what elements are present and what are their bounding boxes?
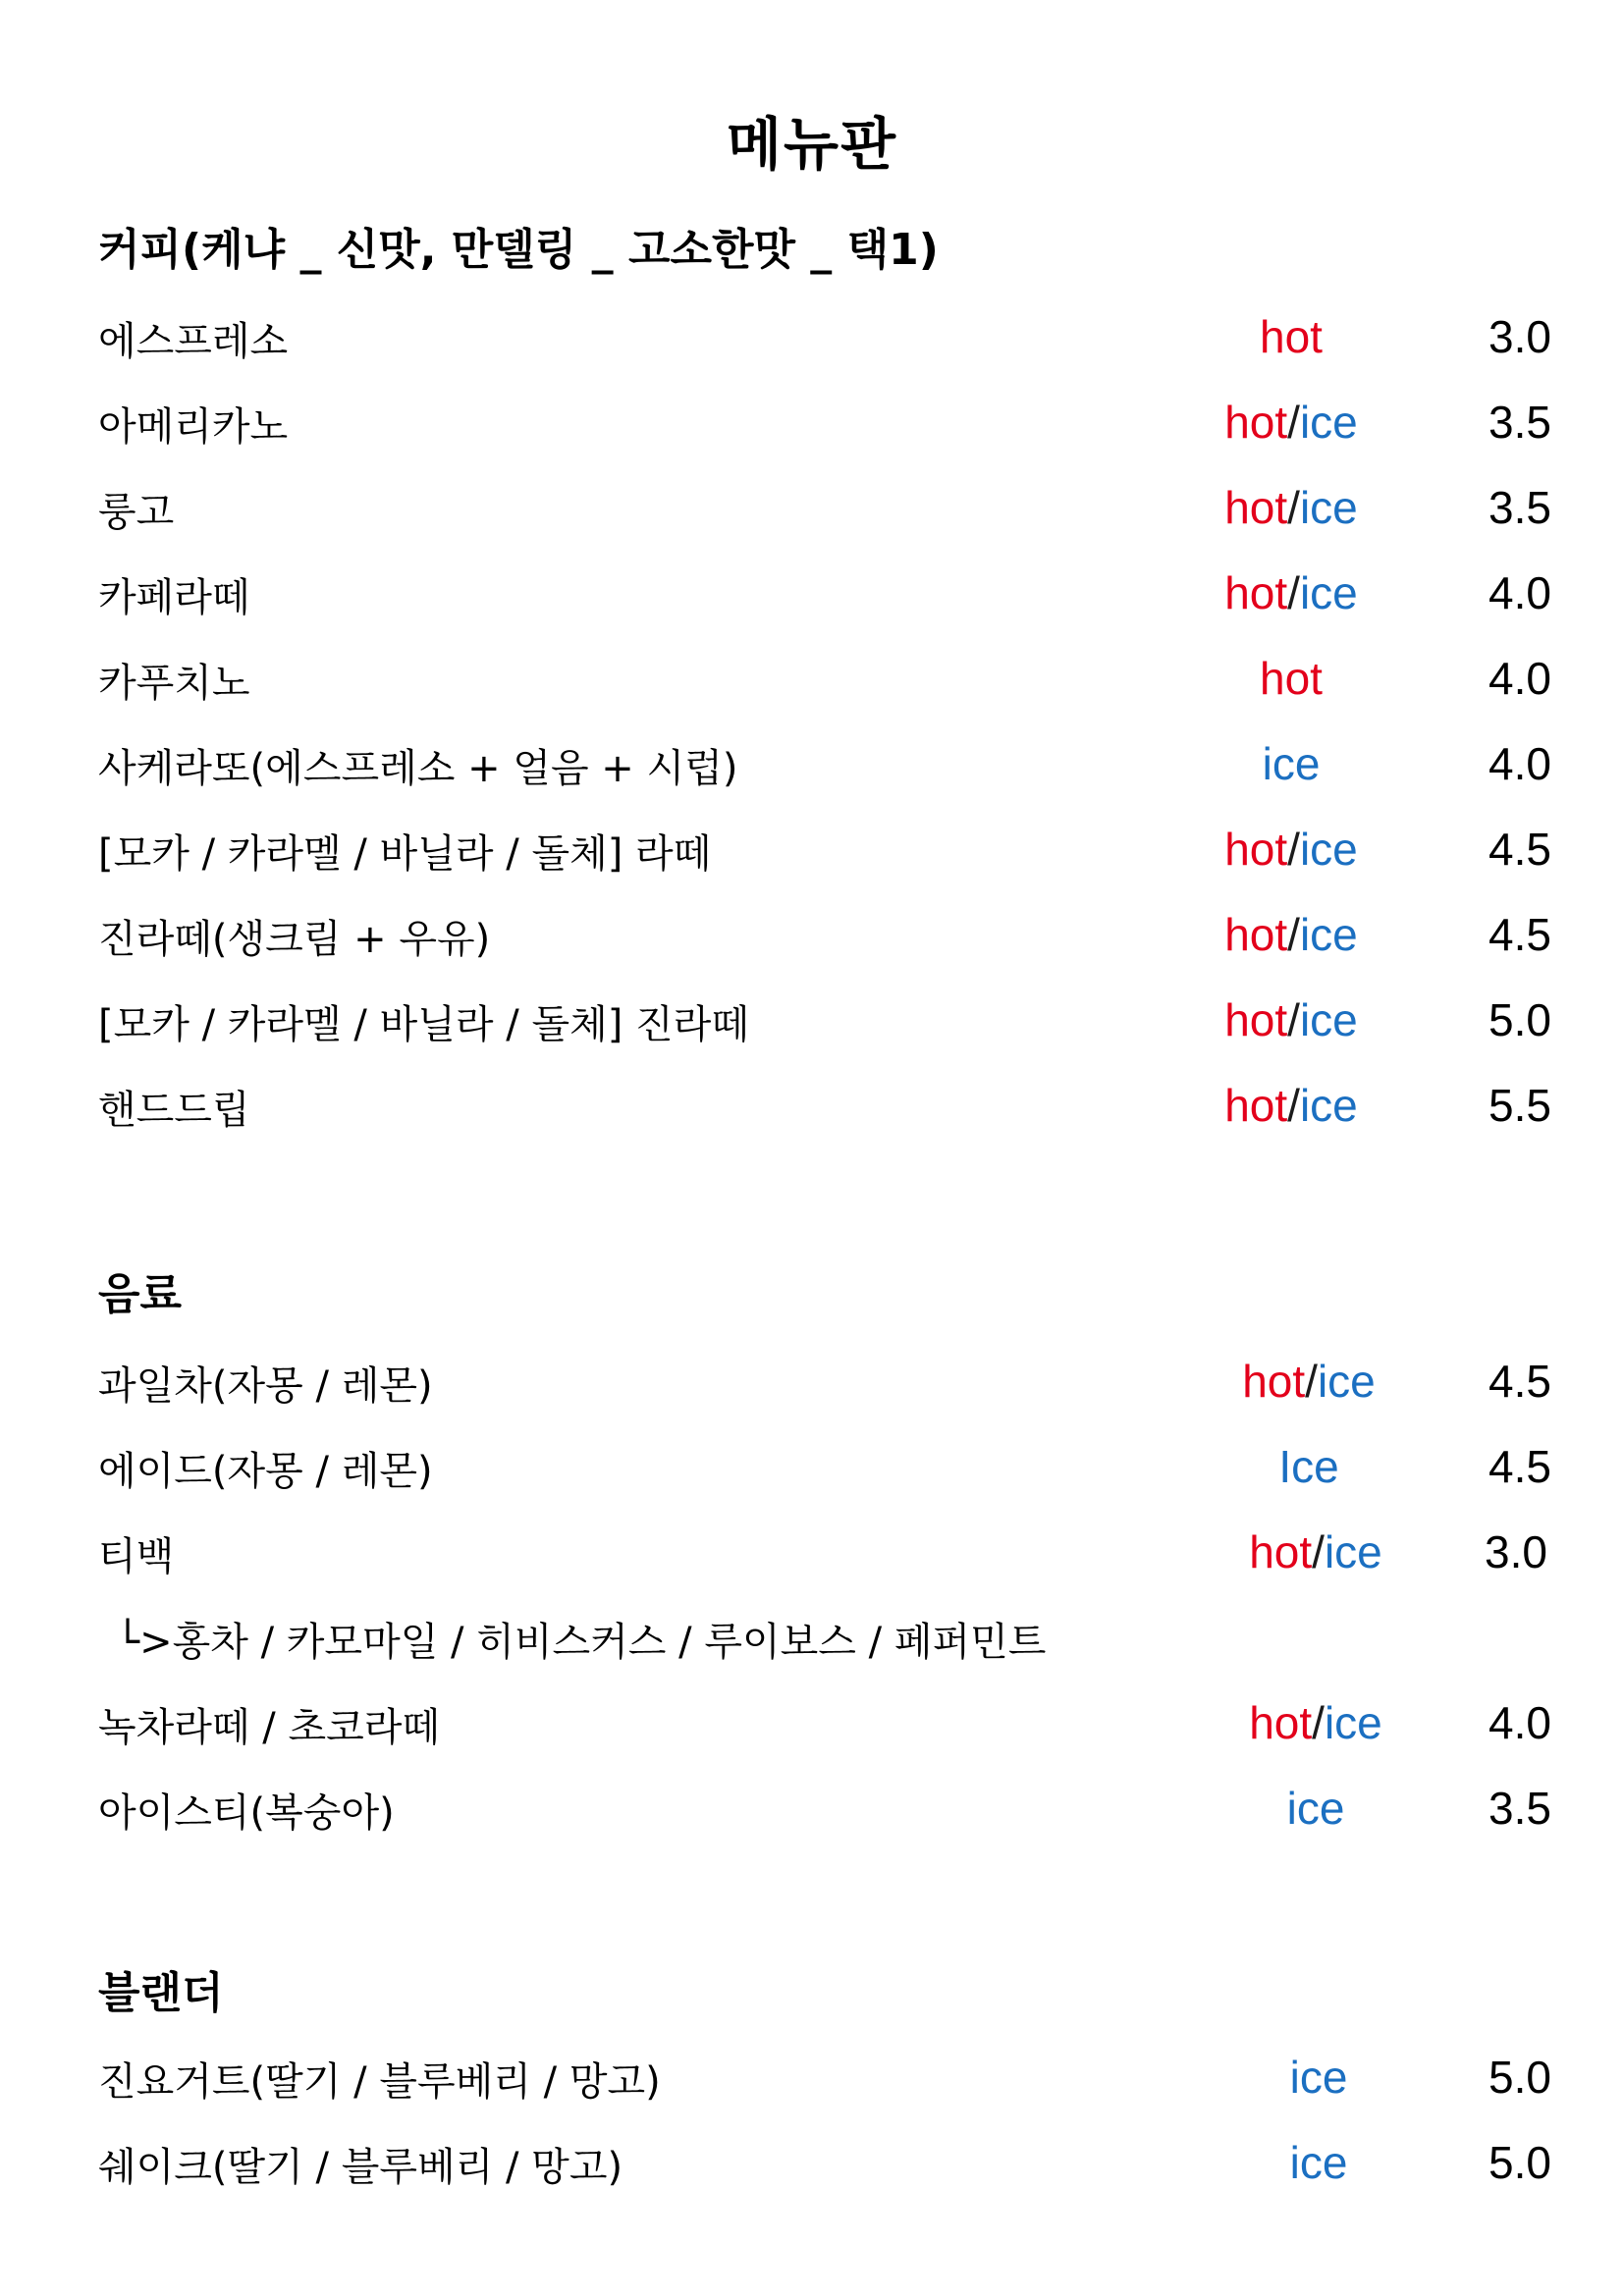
temp-separator: / — [1312, 1526, 1325, 1577]
item-price: 4.0 — [1489, 653, 1551, 704]
temp-separator: / — [1287, 397, 1300, 448]
temperature-options — [1203, 1782, 1429, 1835]
temp-separator: / — [1312, 1697, 1325, 1748]
item-name: 진요거트(딸기 / 블루베리 / 망고) — [98, 2059, 661, 2105]
temperature-options — [1206, 2136, 1432, 2189]
menu-row — [0, 1696, 1624, 1755]
menu-row — [0, 481, 1624, 540]
ice-label: Ice — [1278, 1441, 1339, 1492]
item-price: 5.0 — [1489, 2052, 1551, 2103]
hot-label: hot — [1224, 909, 1288, 960]
item-name: 에스프레소 — [98, 319, 289, 364]
hot-label: hot — [1249, 1697, 1313, 1748]
item-name: [모카 / 카라멜 / 바닐라 / 돌체] 진라떼 — [98, 1002, 749, 1047]
ice-label: ice — [1299, 994, 1358, 1045]
hot-label: hot — [1224, 567, 1288, 618]
menu-row — [0, 993, 1624, 1052]
item-name: 녹차라떼 / 초코라떼 — [98, 1705, 441, 1750]
temp-separator: / — [1287, 1080, 1300, 1131]
temperature-options — [1178, 310, 1404, 363]
ice-label: ice — [1299, 567, 1358, 618]
ice-label: ice — [1324, 1697, 1382, 1748]
section-header-blender: 블랜더 — [98, 1968, 224, 2018]
menu-row — [0, 396, 1624, 454]
ice-label: ice — [1262, 738, 1321, 789]
item-name: 에이드(자몽 / 레몬) — [98, 1449, 433, 1494]
temp-separator: / — [1287, 824, 1300, 875]
temperature-options — [1203, 1525, 1429, 1578]
ice-label: ice — [1299, 397, 1358, 448]
item-name: 룽고 — [98, 490, 175, 535]
item-name: 카페라떼 — [98, 575, 250, 620]
item-name: [모카 / 카라멜 / 바닐라 / 돌체] 라떼 — [98, 831, 712, 877]
hot-label: hot — [1224, 1080, 1288, 1131]
temp-separator: / — [1287, 567, 1300, 618]
menu-row — [0, 1611, 1624, 1670]
item-price: 4.5 — [1489, 1441, 1551, 1492]
item-name: 과일차(자몽 / 레몬) — [98, 1363, 433, 1409]
menu-row — [0, 908, 1624, 967]
hot-label: hot — [1249, 1526, 1313, 1577]
menu-row — [0, 1355, 1624, 1414]
menu-row — [0, 1782, 1624, 1841]
ice-label: ice — [1299, 824, 1358, 875]
item-price: 4.0 — [1489, 738, 1551, 789]
temperature-options — [1178, 823, 1404, 876]
item-name: 쉐이크(딸기 / 블루베리 / 망고) — [98, 2145, 623, 2190]
menu-row — [0, 823, 1624, 881]
ice-label: ice — [1324, 1526, 1382, 1577]
item-name: 사케라또(에스프레소 + 얼음 + 시럽) — [98, 746, 738, 791]
temperature-options — [1178, 481, 1404, 534]
item-price: 4.5 — [1489, 824, 1551, 875]
menu-title: 메뉴판 — [726, 111, 898, 178]
temperature-options — [1178, 396, 1404, 449]
menu-row — [0, 652, 1624, 711]
item-price: 3.5 — [1489, 397, 1551, 448]
hot-label: hot — [1224, 994, 1288, 1045]
ice-label: ice — [1299, 909, 1358, 960]
item-name: 진라떼(생크림 + 우유) — [98, 917, 491, 962]
section-header-coffee: 커피(케냐 _ 신맛, 만델링 _ 고소한맛 _ 택1) — [98, 225, 939, 275]
temp-separator: / — [1287, 909, 1300, 960]
hot-label: hot — [1224, 824, 1288, 875]
temperature-options — [1196, 1440, 1422, 1493]
item-price: 5.0 — [1489, 994, 1551, 1045]
item-price: 3.5 — [1489, 1783, 1551, 1834]
item-price: 3.0 — [1485, 1526, 1547, 1577]
hot-label: hot — [1224, 397, 1288, 448]
temperature-options — [1178, 737, 1404, 790]
menu-row — [0, 1079, 1624, 1138]
ice-label: ice — [1289, 2137, 1348, 2188]
ice-label: ice — [1286, 1783, 1345, 1834]
item-price: 5.5 — [1489, 1080, 1551, 1131]
temp-separator: / — [1305, 1356, 1318, 1407]
temp-separator: / — [1287, 482, 1300, 533]
temperature-options — [1178, 908, 1404, 961]
item-price: 4.0 — [1489, 567, 1551, 618]
menu-row — [0, 1525, 1624, 1584]
item-name: 카푸치노 — [98, 661, 250, 706]
item-name: 아이스티(복숭아) — [98, 1790, 395, 1836]
temp-separator: / — [1287, 994, 1300, 1045]
temperature-options — [1196, 1355, 1422, 1408]
item-price: 4.0 — [1489, 1697, 1551, 1748]
menu-row — [0, 737, 1624, 796]
item-name: 핸드드립 — [98, 1088, 250, 1133]
temperature-options — [1178, 566, 1404, 619]
section-header-drinks: 음료 — [98, 1269, 183, 1319]
hot-label: hot — [1224, 482, 1288, 533]
ice-label: ice — [1299, 482, 1358, 533]
item-price: 3.0 — [1489, 311, 1551, 362]
item-price: 4.5 — [1489, 1356, 1551, 1407]
hot-label: hot — [1260, 653, 1323, 704]
menu-row — [0, 1440, 1624, 1499]
temperature-options — [1203, 1696, 1429, 1749]
item-price: 5.0 — [1489, 2137, 1551, 2188]
item-name: 아메리카노 — [98, 404, 289, 450]
ice-label: ice — [1317, 1356, 1376, 1407]
temperature-options — [1178, 1079, 1404, 1132]
menu-row — [0, 2051, 1624, 2109]
item-price: 3.5 — [1489, 482, 1551, 533]
temperature-options — [1206, 2051, 1432, 2104]
item-price: 4.5 — [1489, 909, 1551, 960]
hot-label: hot — [1242, 1356, 1306, 1407]
hot-label: hot — [1260, 311, 1323, 362]
ice-label: ice — [1289, 2052, 1348, 2103]
menu-row — [0, 310, 1624, 369]
menu-row — [0, 2136, 1624, 2195]
tea-flavor-options: └>홍차 / 카모마일 / 히비스커스 / 루이보스 / 페퍼민트 — [116, 1620, 1047, 1665]
temperature-options — [1178, 993, 1404, 1046]
temperature-options — [1178, 652, 1404, 705]
menu-row — [0, 566, 1624, 625]
item-name: 티백 — [98, 1534, 175, 1579]
ice-label: ice — [1299, 1080, 1358, 1131]
